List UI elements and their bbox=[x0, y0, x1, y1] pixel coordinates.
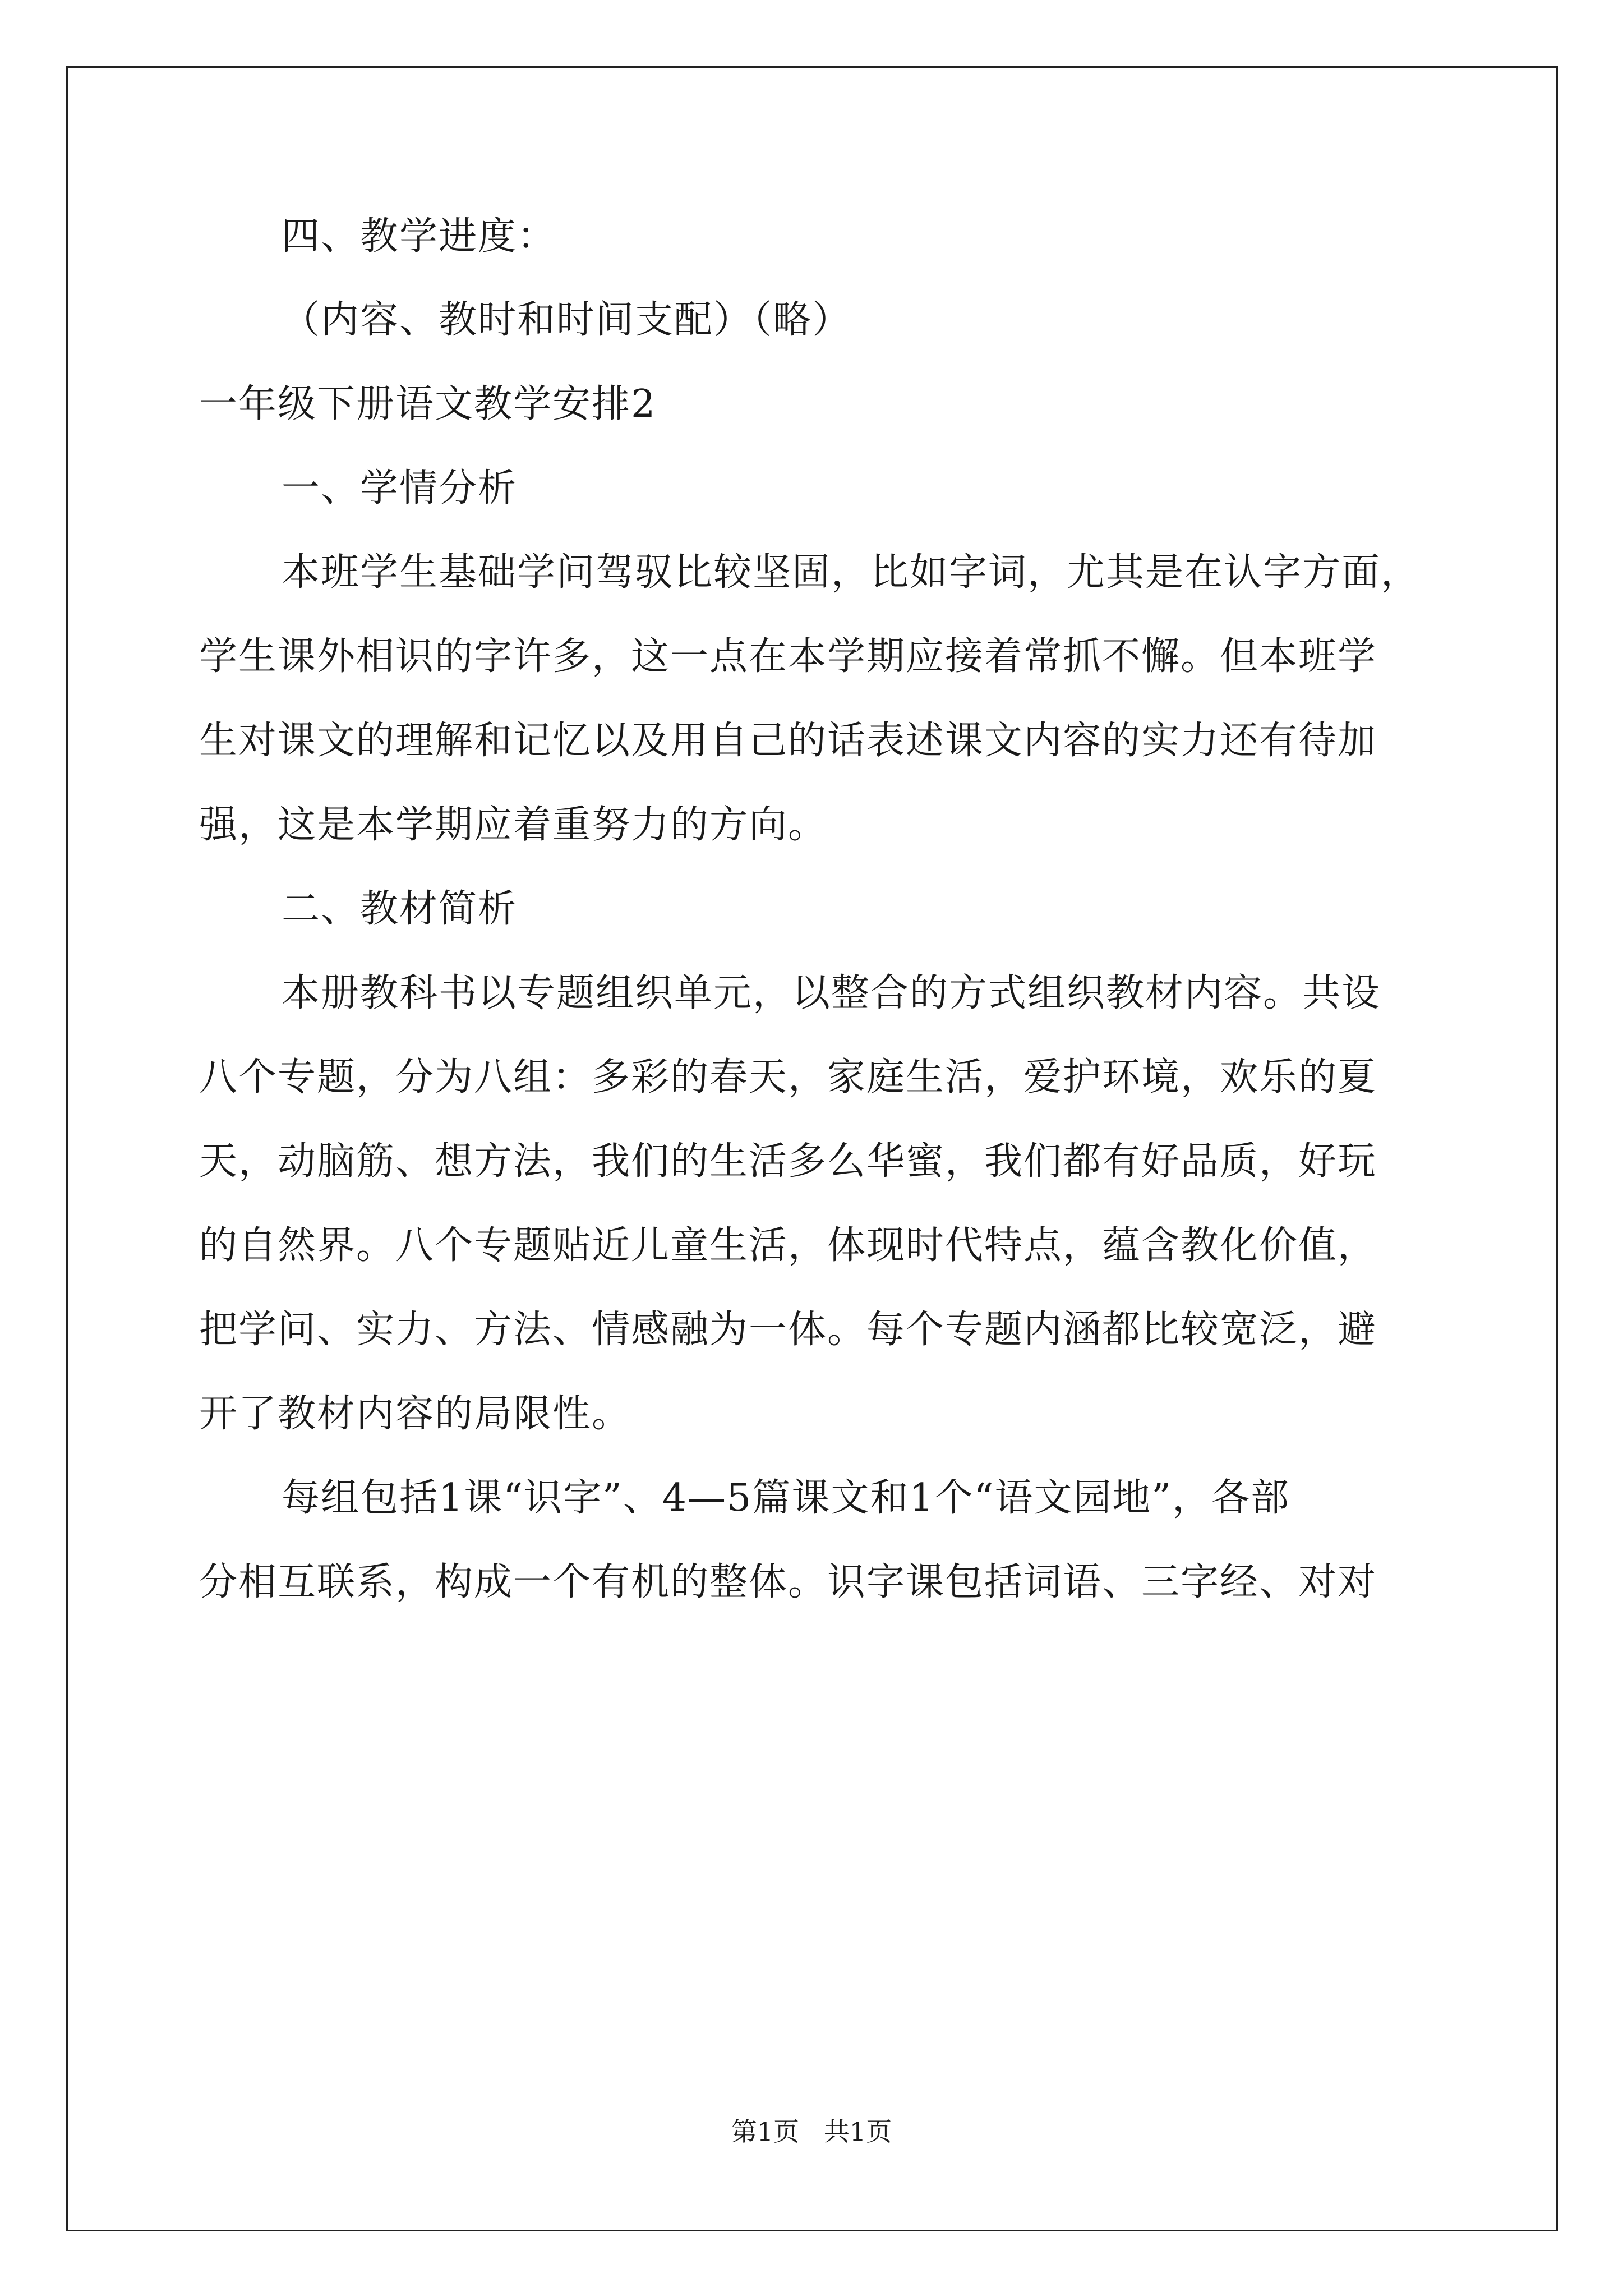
paragraph-line: 本班学生基础学问驾驭比较坚固，比如字词，尤其是在认字方面， bbox=[282, 550, 1421, 595]
paragraph-line: 开了教材内容的局限性。 bbox=[199, 1392, 631, 1436]
paragraph-line: 学生课外相识的字许多，这一点在本学期应接着常抓不懈。但本班学 bbox=[199, 634, 1377, 679]
section-heading-learning-analysis: 一、学情分析 bbox=[282, 466, 518, 510]
page-number-footer: 第1页 共1页 bbox=[731, 2116, 892, 2147]
paragraph-line: 本册教科书以专题组织单元，以整合的方式组织教材内容。共设 bbox=[282, 971, 1381, 1015]
section-heading-textbook-analysis: 二、教材简析 bbox=[282, 887, 518, 931]
document-title: 一年级下册语文教学安排2 bbox=[199, 382, 657, 426]
paragraph-line: 天，动脑筋、想方法，我们的生活多么华蜜，我们都有好品质，好玩 bbox=[199, 1139, 1377, 1184]
paragraph-line: 把学问、实力、方法、情感融为一体。每个专题内涵都比较宽泛，避 bbox=[199, 1308, 1377, 1352]
paragraph-line: 分相互联系，构成一个有机的整体。识字课包括词语、三字经、对对 bbox=[199, 1560, 1377, 1604]
paragraph-line: 每组包括1课“识字”、4—5篇课文和1个“语文园地”，各部 bbox=[282, 1476, 1290, 1520]
paragraph-line: 的自然界。八个专题贴近儿童生活，体现时代特点，蕴含教化价值， bbox=[199, 1223, 1377, 1268]
paragraph-line: 八个专题，分为八组：多彩的春天，家庭生活，爱护环境，欢乐的夏 bbox=[199, 1055, 1377, 1099]
schedule-note: （内容、教时和时间支配）（略） bbox=[282, 298, 852, 342]
paragraph-line: 强，这是本学期应着重努力的方向。 bbox=[199, 803, 828, 847]
paragraph-line: 生对课文的理解和记忆以及用自己的话表述课文内容的实力还有待加 bbox=[199, 719, 1377, 763]
section-heading-teaching-schedule: 四、教学进度： bbox=[282, 214, 557, 259]
